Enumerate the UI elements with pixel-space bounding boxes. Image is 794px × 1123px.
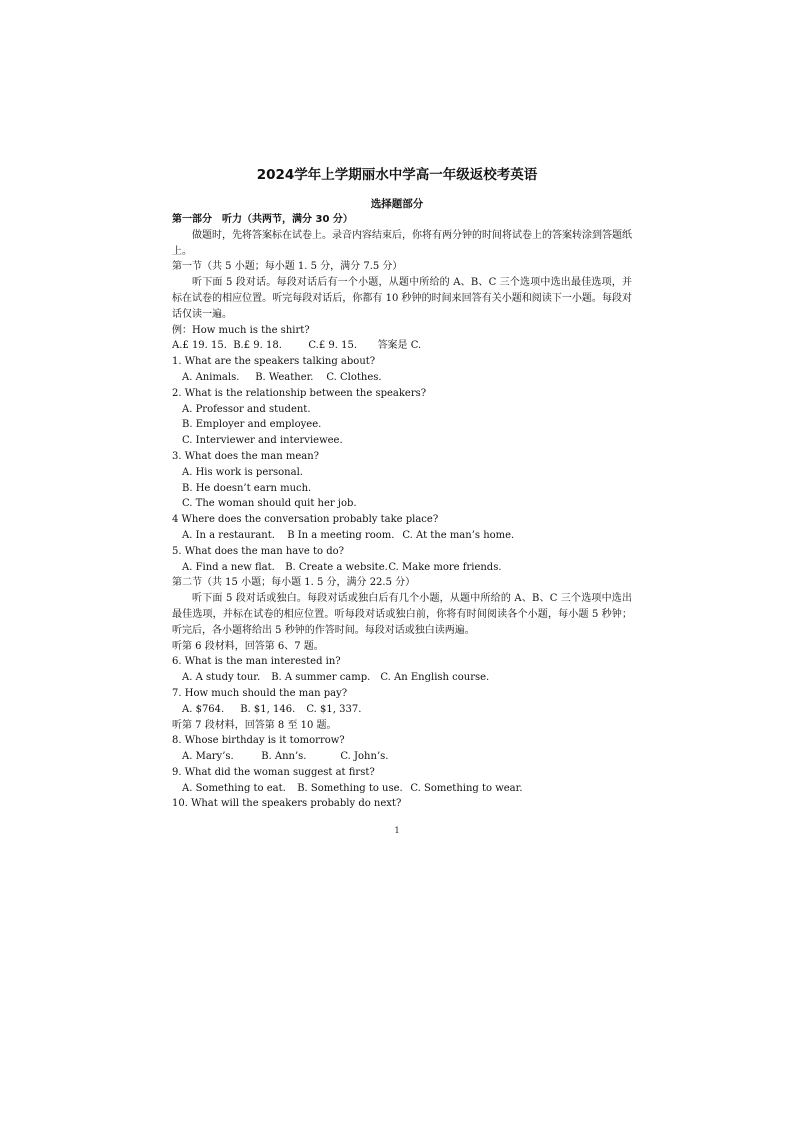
q9-option-c: C. Something to wear. (410, 782, 523, 794)
q9-option-b: B. Something to use. (297, 782, 403, 794)
question-7-options (172, 702, 632, 718)
material-7-instruction: 听第 7 段材料，回答第 8 至 10 题。 (172, 719, 337, 731)
q1-option-c: C. Clothes. (326, 371, 382, 383)
question-2: 2. What is the relationship between the speakers? (172, 387, 427, 399)
q2-option-b: B. Employer and employee. (182, 419, 322, 431)
q5-option-a: A. Find a new flat. (182, 561, 275, 573)
example-question: 例：How much is the shirt? (172, 324, 310, 336)
q5-option-c: C. Make more friends. (388, 561, 502, 573)
page-number: 1 (394, 826, 400, 835)
q1-option-b: B. Weather. (255, 371, 314, 383)
q8-option-b: B. Ann’s. (261, 751, 307, 763)
section2-intro: 听下面 5 段对话或独白。每段对话或独白后有几个小题，从题中所给的 A、B、C 三个选项中选出最佳选项，并标在试卷的相应位置。听每段对话或独白前，你将有时间阅读各个小题，每小题 5 秒钟；听完后，各小题将给出 5 秒钟的作答时间。每段对话或独白读两遍。 (172, 593, 632, 636)
question-8: 8. Whose birthday is it tomorrow? (172, 735, 345, 747)
q9-option-a: A. Something to eat. (182, 782, 286, 794)
question-9-options (172, 781, 632, 797)
section1-intro: 听下面 5 段对话。每段对话后有一个小题，从题中所给的 A、B、C 三个选项中选出最佳选项，并标在试卷的相应位置。听完每段对话后，你都有 10 秒钟的时间来回答有关小题和阅读下一小题。每段对话仅读一遍。 (172, 277, 632, 320)
exam-body (172, 212, 632, 812)
question-1: 1. What are the speakers talking about? (172, 356, 376, 368)
example-options (172, 338, 632, 354)
q2-option-c: C. Interviewer and interviewee. (182, 435, 343, 447)
q6-option-c: C. An English course. (380, 672, 490, 684)
question-7: 7. How much should the man pay? (172, 687, 348, 699)
page-title: 2024学年上学期丽水中学高一年级返校考英语 (256, 167, 538, 183)
question-6: 6. What is the man interested in? (172, 656, 341, 668)
section2-heading: 第二节（共 15 小题；每小题 1. 5 分，满分 22.5 分） (172, 577, 416, 589)
q3-option-b: B. He doesn’t earn much. (182, 482, 312, 494)
question-9: 9. What did the woman suggest at first? (172, 766, 375, 778)
q7-option-b: B. $1, 146. (240, 703, 296, 715)
part1-heading: 第一部分 听力（共两节，满分 30 分） (172, 214, 353, 225)
question-6-options (172, 670, 632, 686)
q5-option-b: B. Create a website. (285, 561, 388, 573)
q3-option-a: A. His work is personal. (182, 466, 303, 478)
q4-option-c: C. At the man’s home. (402, 529, 515, 541)
question-4: 4 Where does the conversation probably take place? (172, 514, 439, 526)
part1-intro: 做题时，先将答案标在试卷上。录音内容结束后，你将有两分钟的时间将试卷上的答案转涂到答题纸上。 (172, 229, 632, 257)
example-option-c: C.£ 9. 15. (308, 340, 358, 352)
question-4-options (172, 528, 632, 544)
example-option-b: B.£ 9. 18. (233, 340, 282, 352)
question-5: 5. What does the man have to do? (172, 545, 345, 557)
material-6-instruction: 听第 6 段材料，回答第 6、7 题。 (172, 640, 324, 652)
question-5-options (172, 560, 632, 576)
q4-option-a: A. In a restaurant. (182, 529, 275, 541)
section1-heading: 第一节（共 5 小题；每小题 1. 5 分，满分 7.5 分） (172, 261, 403, 273)
question-8-options (172, 749, 632, 765)
q6-option-a: A. A study tour. (182, 672, 261, 684)
q6-option-b: B. A summer camp. (271, 672, 371, 684)
page-subtitle: 选择题部分 (370, 198, 424, 210)
q3-option-c: C. The woman should quit her job. (182, 498, 357, 510)
q8-option-a: A. Mary’s. (182, 751, 234, 763)
q8-option-c: C. John’s. (340, 751, 389, 763)
q7-option-a: A. $764. (182, 703, 225, 715)
q4-option-b: B In a meeting room. (287, 529, 395, 541)
q1-option-a: A. Animals. (182, 371, 240, 383)
q7-option-c: C. $1, 337. (306, 703, 362, 715)
question-1-options (172, 370, 632, 386)
example-answer: 答案是 C. (377, 340, 422, 352)
question-3: 3. What does the man mean? (172, 450, 320, 462)
q2-option-a: A. Professor and student. (182, 403, 311, 415)
example-option-a: A.£ 19. 15. (172, 340, 227, 352)
question-10: 10. What will the speakers probably do next? (172, 798, 402, 810)
